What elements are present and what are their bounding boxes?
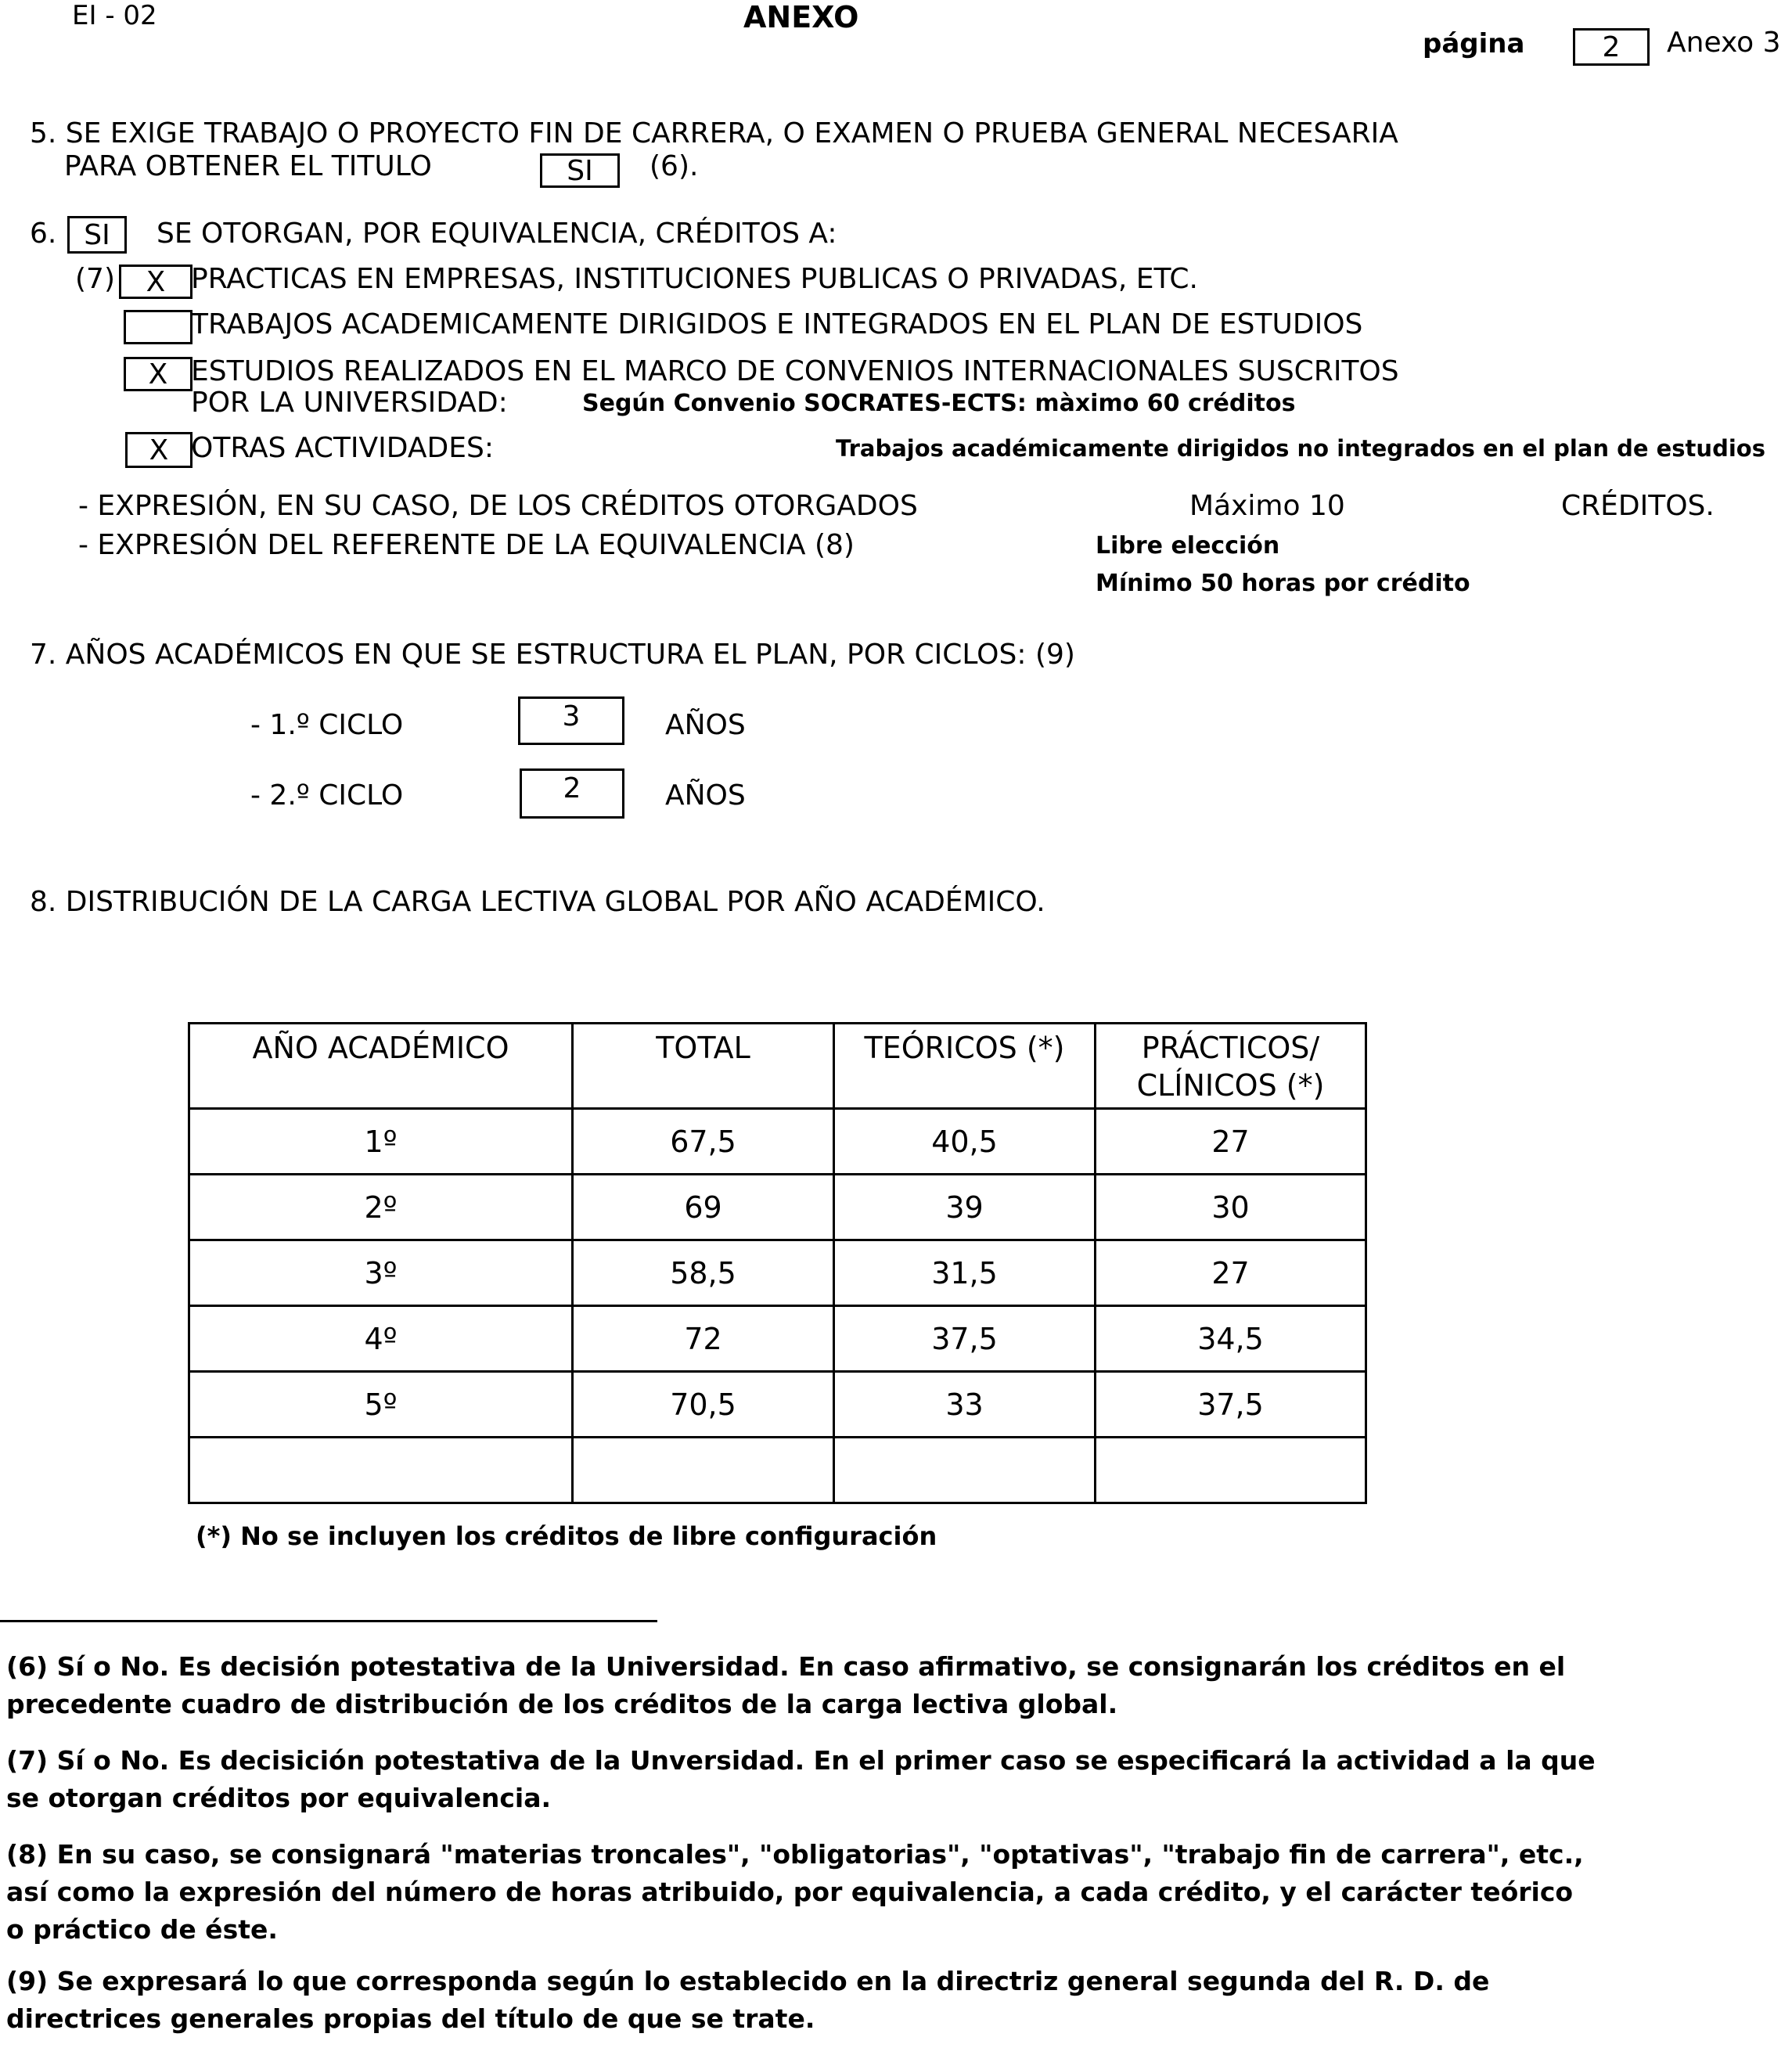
carga-lectiva-table <box>188 1022 1367 1504</box>
cell-practicos <box>1096 1438 1366 1503</box>
cell-total: 69 <box>573 1175 834 1240</box>
section6-number: 6. <box>30 218 57 250</box>
footnote-7 <box>6 1742 1610 1817</box>
cell-ano <box>189 1438 573 1503</box>
section5-value: SI <box>567 154 593 187</box>
footnote-8 <box>6 1836 1610 1949</box>
option2-text: TRABAJOS ACADEMICAMENTE DIRIGIDOS E INTEGRADOS EN EL PLAN DE ESTUDIOS <box>191 308 1363 340</box>
section6-value-box <box>67 216 127 254</box>
table-header-row <box>189 1024 1366 1109</box>
section7-title: 7. AÑOS ACADÉMICOS EN QUE SE ESTRUCTURA EL PLAN, POR CICLOS: (9) <box>30 639 1075 671</box>
cell-total <box>573 1438 834 1503</box>
header-practicos-line2: CLÍNICOS (*) <box>1136 1068 1325 1103</box>
cell-practicos: 37,5 <box>1096 1372 1366 1438</box>
option3-detail: Según Convenio SOCRATES-ECTS: màximo 60 créditos <box>582 390 1296 417</box>
page-number-box <box>1573 28 1650 66</box>
referente-value1: Libre elección <box>1096 532 1280 560</box>
cell-practicos: 30 <box>1096 1175 1366 1240</box>
footnote-6 <box>6 1648 1610 1723</box>
footnote-divider <box>0 1620 657 1622</box>
table-row <box>189 1240 1366 1306</box>
cell-teoricos: 37,5 <box>834 1306 1096 1372</box>
option1-checkbox <box>119 265 193 299</box>
cell-practicos: 27 <box>1096 1109 1366 1175</box>
cell-ano: 3º <box>189 1240 573 1306</box>
cycle1-years-box <box>518 696 624 745</box>
option1-mark: X <box>146 265 166 298</box>
referente-label: - EXPRESIÓN DEL REFERENTE DE LA EQUIVALENCIA (8) <box>78 529 855 561</box>
cell-ano: 5º <box>189 1372 573 1438</box>
option3-text: ESTUDIOS REALIZADOS EN EL MARCO DE CONVENIOS INTERNACIONALES SUSCRITOS <box>191 355 1399 387</box>
footnote-9-line1: (9) Se expresará lo que corresponda según lo establecido en la directriz general segunda del R. D. de <box>6 1966 1490 1996</box>
header-total: TOTAL <box>573 1024 834 1109</box>
cycle1-years: 3 <box>562 700 581 732</box>
cycle2-label: - 2.º CICLO <box>250 779 404 812</box>
table-note: (*) No se incluyen los créditos de libre configuración <box>196 1521 937 1551</box>
section6-value: SI <box>84 218 110 251</box>
creditos-value: Máximo 10 <box>1189 490 1345 522</box>
cycle2-years: 2 <box>563 772 581 804</box>
cell-teoricos: 31,5 <box>834 1240 1096 1306</box>
cell-teoricos <box>834 1438 1096 1503</box>
cell-total: 72 <box>573 1306 834 1372</box>
table-row <box>189 1175 1366 1240</box>
cell-ano: 2º <box>189 1175 573 1240</box>
header-practicos <box>1096 1024 1366 1109</box>
cell-practicos: 34,5 <box>1096 1306 1366 1372</box>
option3-mark: X <box>148 358 168 391</box>
option1-text: PRACTICAS EN EMPRESAS, INSTITUCIONES PUBLICAS O PRIVADAS, ETC. <box>191 263 1198 295</box>
option4-detail: Trabajos académicamente dirigidos no integrados en el plan de estudios <box>836 435 1765 462</box>
cell-teoricos: 33 <box>834 1372 1096 1438</box>
footnote-9 <box>6 1963 1610 2038</box>
footnote-6-line2: precedente cuadro de distribución de los créditos de la carga lectiva global. <box>6 1689 1118 1719</box>
creditos-label: - EXPRESIÓN, EN SU CASO, DE LOS CRÉDITOS OTORGADOS <box>78 490 918 522</box>
document-title: ANEXO <box>743 0 859 34</box>
cell-ano: 1º <box>189 1109 573 1175</box>
section6-ref: (7) <box>75 263 115 295</box>
option4-text: OTRAS ACTIVIDADES: <box>191 432 494 464</box>
referente-value2: Mínimo 50 horas por crédito <box>1096 570 1470 597</box>
cell-total: 70,5 <box>573 1372 834 1438</box>
option4-mark: X <box>149 434 169 466</box>
document-code: EI - 02 <box>72 0 157 31</box>
cell-teoricos: 40,5 <box>834 1109 1096 1175</box>
cycle2-years-box <box>520 768 624 819</box>
cycle2-unit: AÑOS <box>665 779 746 812</box>
footnote-7-line2: se otorgan créditos por equivalencia. <box>6 1783 552 1813</box>
option2-checkbox <box>124 310 193 344</box>
table-row <box>189 1109 1366 1175</box>
annex-label: Anexo 3 <box>1667 27 1781 59</box>
option4-checkbox <box>125 432 193 468</box>
footnote-6-line1: (6) Sí o No. Es decisión potestativa de la Universidad. En caso afirmativo, se consignarán los créditos en el <box>6 1651 1566 1682</box>
footnote-7-line1: (7) Sí o No. Es decisición potestativa de la Unversidad. En el primer caso se especificará la actividad a la que <box>6 1745 1596 1776</box>
table-row <box>189 1306 1366 1372</box>
header-teoricos: TEÓRICOS (*) <box>834 1024 1096 1109</box>
section5-line2: PARA OBTENER EL TITULO <box>64 150 432 182</box>
cell-teoricos: 39 <box>834 1175 1096 1240</box>
cycle1-unit: AÑOS <box>665 709 746 741</box>
footnote-8-line1: (8) En su caso, se consignará "materias troncales", "obligatorias", "optativas", "trabajo fin de carrera", etc., <box>6 1839 1584 1870</box>
page-number: 2 <box>1602 31 1621 63</box>
footnote-9-line2: directrices generales propias del título de que se trate. <box>6 2003 815 2034</box>
cell-total: 67,5 <box>573 1109 834 1175</box>
cycle1-label: - 1.º CICLO <box>250 709 404 741</box>
section8-title: 8. DISTRIBUCIÓN DE LA CARGA LECTIVA GLOBAL POR AÑO ACADÉMICO. <box>30 886 1045 918</box>
option3-checkbox <box>124 357 193 391</box>
page-label: página <box>1423 28 1525 59</box>
creditos-unit: CRÉDITOS. <box>1561 490 1715 522</box>
table-row <box>189 1372 1366 1438</box>
footnote-8-line2: así como la expresión del número de horas atribuido, por equivalencia, a cada crédito, y el carácter teórico <box>6 1877 1574 1907</box>
section6-text: SE OTORGAN, POR EQUIVALENCIA, CRÉDITOS A: <box>157 218 837 250</box>
header-ano: AÑO ACADÉMICO <box>189 1024 573 1109</box>
cell-practicos: 27 <box>1096 1240 1366 1306</box>
section5-value-box <box>540 153 620 188</box>
cell-total: 58,5 <box>573 1240 834 1306</box>
section5-line1: 5. SE EXIGE TRABAJO O PROYECTO FIN DE CARRERA, O EXAMEN O PRUEBA GENERAL NECESARIA <box>30 117 1398 149</box>
table-row-empty <box>189 1438 1366 1503</box>
header-practicos-line1: PRÁCTICOS/ <box>1141 1031 1320 1065</box>
footnote-8-line3: o práctico de éste. <box>6 1914 278 1945</box>
section5-ref: (6). <box>650 150 699 182</box>
option3-line2: POR LA UNIVERSIDAD: <box>191 387 508 419</box>
cell-ano: 4º <box>189 1306 573 1372</box>
